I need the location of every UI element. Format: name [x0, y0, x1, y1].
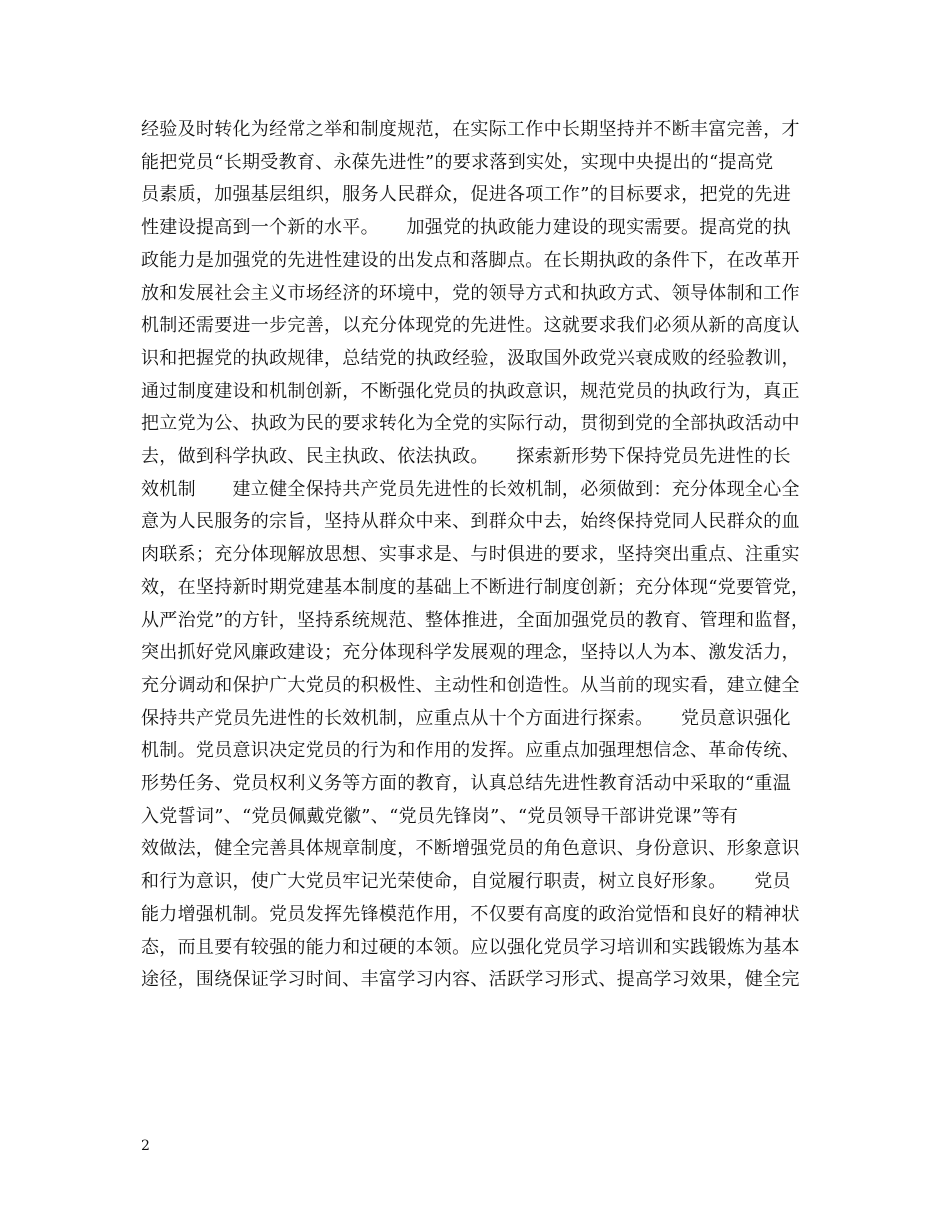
text-line: 从严治党”的方针，坚持系统规范、整体推进，全面加强党员的教育、管理和监督， [141, 610, 810, 631]
text-line: 经验及时转化为经常之举和制度规范，在实际工作中长期坚持并不断丰富完善，才 [141, 119, 800, 140]
text-line: 去，做到科学执政、民主执政、依法执政。 探索新形势下保持党员先进性的长 [141, 446, 791, 467]
text-line: 机制还需要进一步完善，以充分体现党的先进性。这就要求我们必须从新的高度认 [141, 315, 800, 336]
text-line: 员素质，加强基层组织，服务人民群众，促进各项工作”的目标要求，把党的先进 [141, 184, 791, 205]
text-line: 放和发展社会主义市场经济的环境中，党的领导方式和执政方式、领导体制和工作 [141, 283, 800, 304]
text-line: 充分调动和保护广大党员的积极性、主动性和创造性。从当前的现实看，建立健全 [141, 675, 800, 696]
text-line: 效机制 建立健全保持共产党员先进性的长效机制，必须做到：充分体现全心全 [141, 479, 800, 500]
text-line: 意为人民服务的宗旨，坚持从群众中来、到群众中去，始终保持党同人民群众的血 [141, 511, 800, 532]
page-number: 2 [141, 1138, 150, 1154]
text-line: 形势任务、党员权利义务等方面的教育，认真总结先进性教育活动中采取的“重温 [141, 773, 791, 794]
text-line: 识和把握党的执政规律，总结党的执政经验，汲取国外政党兴衰成败的经验教训， [141, 348, 800, 369]
text-line: 机制。党员意识决定党员的行为和作用的发挥。应重点加强理想信念、革命传统、 [141, 740, 800, 761]
text-line: 入党誓词”、“党员佩戴党徽”、“党员先锋岗”、“党员领导干部讲党课”等有 [141, 806, 739, 827]
text-line: 性建设提高到一个新的水平。 加强党的执政能力建设的现实需要。提高党的执 [141, 217, 791, 238]
text-line: 肉联系；充分体现解放思想、实事求是、与时俱进的要求，坚持突出重点、注重实 [141, 544, 800, 565]
text-line: 态，而且要有较强的能力和过硬的本领。应以强化党员学习培训和实践锻炼为基本 [141, 937, 800, 958]
text-line: 突出抓好党风廉政建设；充分体现科学发展观的理念，坚持以人为本、激发活力， [141, 642, 800, 663]
text-line: 政能力是加强党的先进性建设的出发点和落脚点。在长期执政的条件下，在改革开 [141, 250, 800, 271]
text-line: 能力增强机制。党员发挥先锋模范作用，不仅要有高度的政治觉悟和良好的精神状 [141, 904, 800, 925]
text-line: 把立党为公、执政为民的要求转化为全党的实际行动，贯彻到党的全部执政活动中 [141, 413, 800, 434]
text-line: 和行为意识，使广大党员牢记光荣使命，自觉履行职责，树立良好形象。 党员 [141, 871, 791, 892]
text-line: 途径，围绕保证学习时间、丰富学习内容、活跃学习形式、提高学习效果，健全完 [141, 969, 800, 990]
text-line: 通过制度建设和机制创新，不断强化党员的执政意识，规范党员的执政行为，真正 [141, 381, 800, 402]
text-line: 能把党员“长期受教育、永葆先进性”的要求落到实处，实现中央提出的“提高党 [141, 152, 774, 173]
text-line: 效做法，健全完善具体规章制度，不断增强党员的角色意识、身份意识、形象意识 [141, 838, 800, 859]
text-line: 效，在坚持新时期党建基本制度的基础上不断进行制度创新；充分体现“党要管党， [141, 577, 810, 598]
text-line: 保持共产党员先进性的长效机制，应重点从十个方面进行探索。 党员意识强化 [141, 708, 791, 729]
